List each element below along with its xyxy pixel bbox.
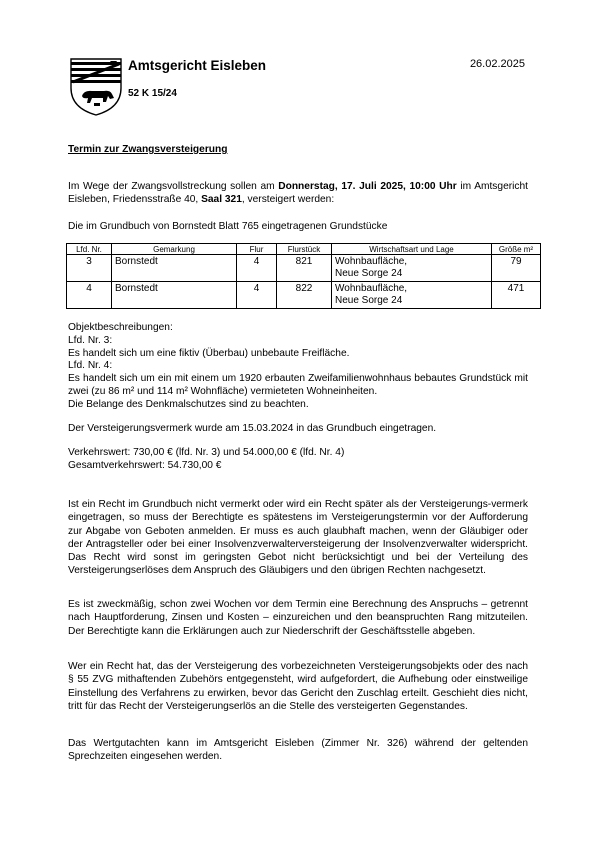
col-header: Flur	[237, 244, 277, 255]
intro-paragraph: Im Wege der Zwangsvollstreckung sollen am Donnerstag, 17. Juli 2025, 10:00 Uhr im Amtsgericht Eisleben, Friedensstraße 40, Saal 321, versteigert werden:	[68, 181, 528, 206]
gesamtverkehrswert: Gesamtverkehrswert: 54.730,00 €	[68, 459, 222, 471]
table-row: 4 Bornstedt 4 822 Wohnbaufläche, Neue Sorge 24 471	[67, 282, 541, 309]
denkmal-note: Die Belange des Denkmalschutzes sind zu beachten.	[68, 398, 309, 410]
coat-of-arms-icon	[70, 58, 122, 116]
object-descriptions	[68, 322, 528, 412]
col-header: Wirtschaftsart und Lage	[332, 244, 492, 255]
object-text: Es handelt sich um eine fiktiv (Überbau) unbebaute Freifläche.	[68, 347, 350, 359]
verkehrswert: Verkehrswert: 730,00 € (lfd. Nr. 3) und 54.000,00 € (lfd. Nr. 4)	[68, 447, 345, 458]
table-header-row	[67, 244, 541, 255]
table-row: 3 Bornstedt 4 821 Wohnbaufläche, Neue Sorge 24 79	[67, 255, 541, 282]
object-label: Lfd. Nr. 4:	[68, 360, 113, 372]
auction-date: Donnerstag, 17. Juli 2025, 10:00 Uhr	[278, 181, 457, 192]
col-header: Gemarkung	[112, 244, 237, 255]
vermerk-note: Der Versteigerungsvermerk wurde am 15.03.2024 in das Grundbuch eingetragen.	[68, 423, 437, 434]
appraisal-paragraph: Das Wertgutachten kann im Amtsgericht Eisleben (Zimmer Nr. 326) während der geltenden Sprechzeiten eingesehen werden.	[68, 738, 528, 763]
court-name: Amtsgericht Eisleben	[128, 58, 267, 73]
page-title: Termin zur Zwangsversteigerung	[68, 144, 228, 155]
market-values	[68, 447, 528, 473]
col-header: Lfd. Nr.	[67, 244, 112, 255]
document-date: 26.02.2025	[469, 58, 525, 70]
objects-title: Objektbeschreibungen:	[68, 322, 173, 333]
parcels-table	[66, 243, 541, 309]
auction-room: Saal 321	[201, 194, 242, 206]
grundbuch-intro: Die im Grundbuch von Bornstedt Blatt 765 eingetragenen Grundstücke	[68, 221, 388, 232]
objection-paragraph: Wer ein Recht hat, das der Versteigerung des vorbezeichneten Versteigerungsobjekts oder des nach § 55 ZVG mithaftenden Zubehörs entgegensteht, wird aufgefordert, die Aufhebung oder einstweilige Einstellung des Verfahrens zu erwirken, bevor das Gericht den Zuschlag erteilt. Geschieht dies nicht, tritt für das Recht der Versteigerungserlös an die Stelle des versteigerten Gegenstandes.	[68, 661, 528, 712]
claim-paragraph: Es ist zweckmäßig, schon zwei Wochen vor dem Termin eine Berechnung des Anspruchs – getrennt nach Hauptforderung, Zinsen und Kosten – einzureichen und den beanspruchten Rang mitzuteilen. Der Berechtigte kann die Erklärungen auch zur Niederschrift der Geschäftsstelle abgeben.	[68, 599, 528, 637]
col-header: Größe m²	[492, 244, 541, 255]
col-header: Flurstück	[277, 244, 332, 255]
rights-paragraph: Ist ein Recht im Grundbuch nicht vermerkt oder wird ein Recht später als der Versteigerungs-vermerk eingetragen, so muss der Berechtigte es spätestens im Versteigerungstermin vor der Aufforderung zur Abgabe von Geboten anmelden. Er muss es auch glaubhaft machen, wenn der Gläubiger oder der Antragsteller oder bei einer Insolvenzverwalterversteigerung der Insolvenzverwalter widerspricht. Das Recht wird sonst im geringsten Gebot nicht berücksichtigt und bei der Verteilung des Versteigerungserlöses dem Anspruch des Gläubigers und den übrigen Rechten nachgesetzt.	[68, 499, 528, 577]
object-label: Lfd. Nr. 3:	[68, 334, 113, 346]
case-number: 52 K 15/24	[128, 88, 177, 99]
object-text: Es handelt sich um ein mit einem um 1920 erbauten Zweifamilienwohnhaus bebautes Grundstück mit zwei (zu 86 m² und 114 m² Wohnfläche) vermieteten Wohneinheiten.	[68, 373, 528, 397]
